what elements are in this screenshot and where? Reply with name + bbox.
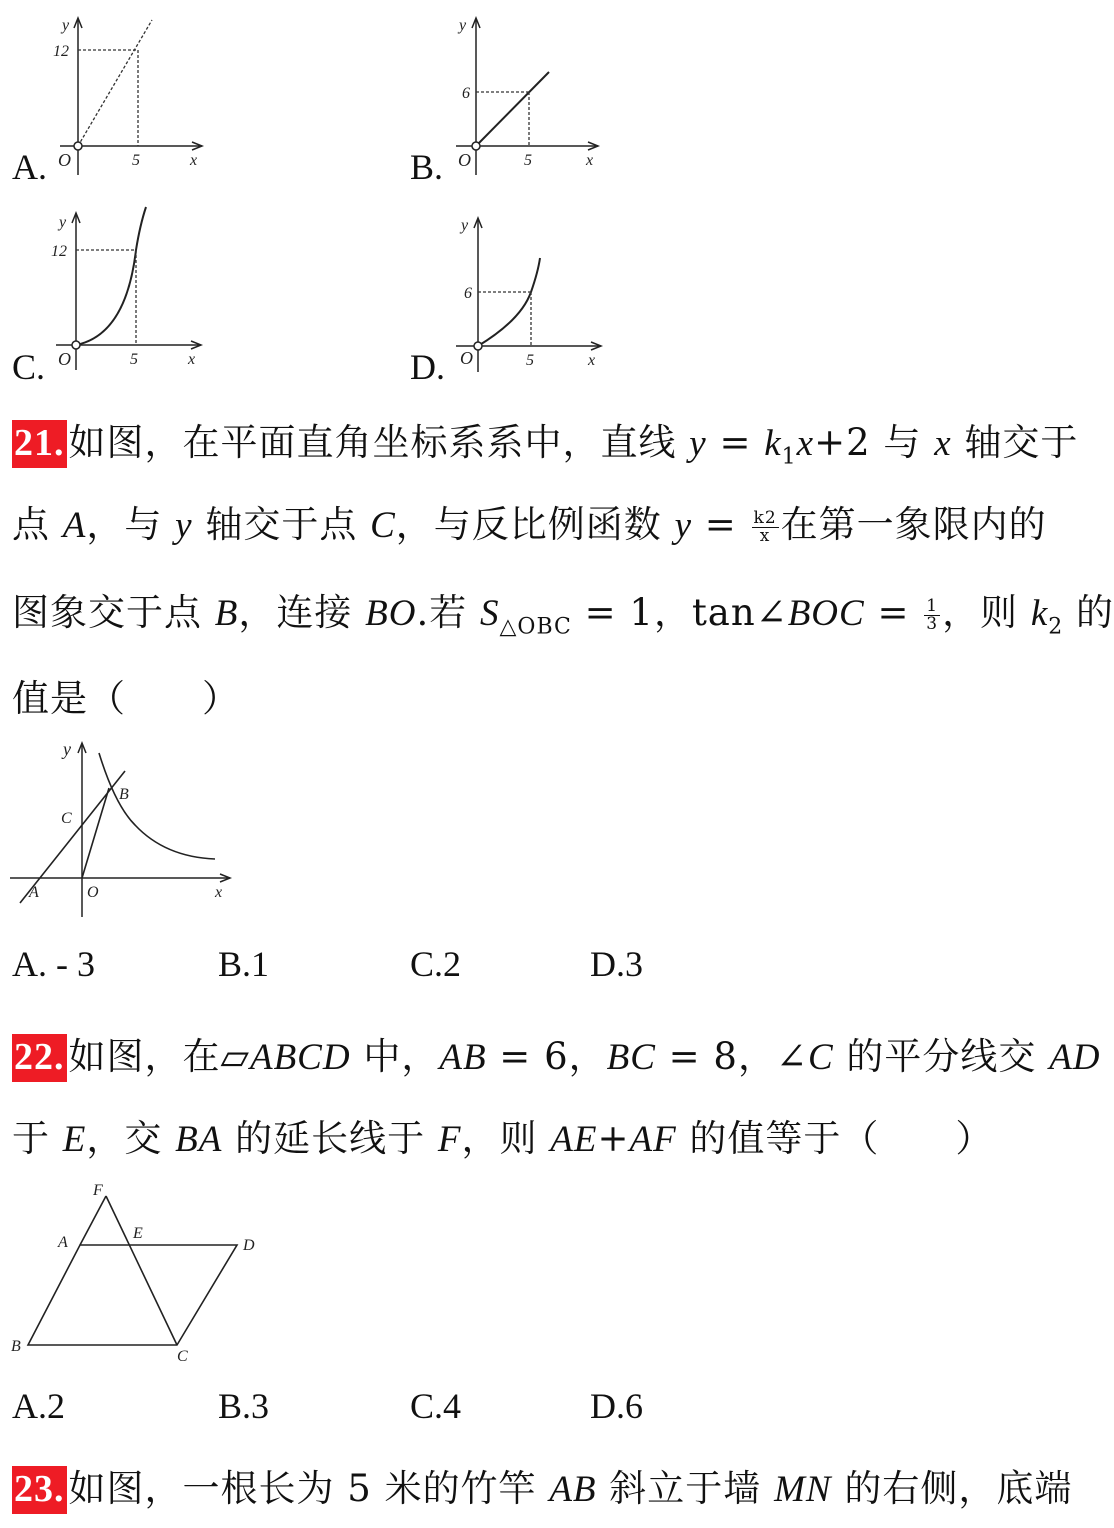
q21-number-badge: 21. — [12, 420, 67, 468]
q21-line-3 — [12, 582, 1114, 639]
var: BOC — [787, 593, 865, 634]
x-axis-label: x — [588, 352, 596, 369]
text: + — [597, 1117, 630, 1160]
text: 在第一象限内的 — [780, 503, 1047, 546]
y-tick-label: 12 — [51, 243, 67, 260]
y-tick-label: 6 — [462, 85, 470, 102]
var: k — [1030, 593, 1049, 634]
text: = — [706, 421, 765, 464]
y-axis-label: y — [461, 217, 469, 234]
denominator: x — [759, 526, 771, 546]
text: 点 — [12, 503, 63, 546]
option-c-graph — [46, 205, 216, 375]
text: 的右侧，底端 — [831, 1467, 1073, 1510]
text: 的 — [1063, 591, 1114, 634]
q22-line-2 — [12, 1108, 993, 1162]
subscript: 1 — [781, 444, 797, 470]
q22-answer-b[interactable]: B.3 — [218, 1386, 270, 1426]
text: ，交 — [86, 1117, 176, 1160]
point-f-label: F — [93, 1182, 103, 1199]
text: 如图，在平面直角坐标系系中，直线 — [68, 421, 690, 464]
text: 于 — [12, 1117, 63, 1160]
text: 的值等于（ ） — [676, 1117, 994, 1160]
q22-line-1 — [12, 1026, 1101, 1080]
fraction-k2-over-x — [752, 510, 779, 545]
point-e-label: E — [133, 1225, 143, 1242]
text: = 8，∠ — [655, 1035, 808, 1078]
var: S — [480, 593, 500, 634]
var: AF — [629, 1119, 677, 1160]
origin-label: O — [458, 150, 471, 170]
option-b-graph — [446, 10, 616, 180]
q21-figure — [5, 735, 245, 925]
var: y — [674, 505, 692, 546]
text: = — [864, 591, 923, 634]
option-d-graph — [446, 210, 616, 380]
x-tick-label: 5 — [132, 152, 140, 169]
q22-answer-d[interactable]: D.6 — [590, 1386, 643, 1426]
origin-label: O — [58, 150, 71, 170]
var: C — [370, 505, 396, 546]
y-axis-label: y — [459, 17, 467, 34]
option-b-letter: B. — [410, 147, 444, 187]
fraction-one-third — [924, 598, 940, 633]
denominator: 3 — [926, 614, 939, 634]
var: BO — [365, 593, 417, 634]
origin-label: O — [460, 348, 473, 368]
q21-line-1 — [12, 412, 1078, 469]
text: .若 — [416, 591, 480, 634]
point-c-label: C — [61, 810, 72, 827]
text: = — [692, 503, 750, 546]
x-axis-label: x — [188, 351, 196, 368]
point-b-label: B — [11, 1338, 21, 1355]
y-axis-label: y — [62, 17, 70, 34]
var: AB — [439, 1037, 487, 1078]
y-tick-label: 6 — [464, 285, 472, 302]
subscript: △OBC — [499, 614, 572, 640]
numerator: k2 — [753, 508, 777, 528]
text: ，则 — [461, 1117, 551, 1160]
y-axis-label: y — [59, 214, 67, 231]
var: BC — [606, 1037, 656, 1078]
var: AE — [550, 1119, 598, 1160]
text: 中， — [350, 1035, 440, 1078]
text: ，则 — [942, 591, 1031, 634]
option-d-letter: D. — [410, 347, 445, 387]
y-tick-label: 12 — [53, 43, 69, 60]
var: y — [689, 423, 707, 464]
text: 如图，一根长为 5 米的竹竿 — [68, 1467, 550, 1510]
point-d-label: D — [243, 1237, 255, 1254]
q21-line-4: 值是（ ） — [12, 677, 240, 720]
q22-answer-a[interactable]: A.2 — [12, 1386, 65, 1426]
x-axis-label: x — [586, 152, 594, 169]
y-axis-label: y — [63, 739, 71, 759]
q21-line-2 — [12, 494, 1047, 548]
var: k — [764, 423, 782, 464]
x-axis-label: x — [190, 152, 198, 169]
option-a-letter: A. — [12, 147, 47, 187]
q21-answer-d[interactable]: D.3 — [590, 944, 643, 984]
subscript: 2 — [1048, 614, 1064, 640]
q21-answer-b[interactable]: B.1 — [218, 944, 270, 984]
text: 轴交于 — [951, 421, 1079, 464]
text: = 1，tan∠ — [571, 591, 788, 634]
var: BA — [175, 1119, 223, 1160]
var: AB — [549, 1469, 597, 1510]
x-tick-label: 5 — [130, 351, 138, 368]
option-c-letter: C. — [12, 347, 46, 387]
var: MN — [774, 1469, 832, 1510]
point-b-label: B — [119, 786, 129, 803]
q22-answer-c[interactable]: C.4 — [410, 1386, 462, 1426]
text: 的延长线于 — [222, 1117, 438, 1160]
q22-number-badge: 22. — [12, 1034, 67, 1082]
text: 如图，在▱ — [68, 1035, 250, 1078]
x-tick-label: 5 — [524, 152, 532, 169]
origin-label: O — [58, 349, 71, 369]
var: E — [62, 1119, 87, 1160]
var: AD — [1049, 1037, 1101, 1078]
q23-line-1 — [12, 1458, 1072, 1512]
var: y — [175, 505, 193, 546]
var: C — [807, 1037, 834, 1078]
var: x — [796, 423, 815, 464]
numerator: 1 — [926, 596, 939, 616]
point-a-label: A — [29, 884, 39, 901]
text: 的平分线交 — [833, 1035, 1050, 1078]
origin-label: O — [87, 884, 99, 901]
point-a-label: A — [58, 1234, 68, 1251]
text: 斜立于墙 — [596, 1467, 775, 1510]
text: +2 与 — [814, 421, 935, 464]
text: ，与反比例函数 — [395, 503, 675, 546]
var: F — [437, 1119, 462, 1160]
q21-answer-a[interactable]: A. - 3 — [12, 944, 95, 984]
q23-number-badge: 23. — [12, 1466, 67, 1514]
text: 图象交于点 — [12, 591, 215, 634]
text: 轴交于点 — [192, 503, 371, 546]
x-tick-label: 5 — [526, 352, 534, 369]
point-c-label: C — [177, 1348, 188, 1365]
var: A — [62, 505, 87, 546]
x-axis-label: x — [215, 884, 223, 901]
text: = 6， — [486, 1035, 607, 1078]
text: ，与 — [86, 503, 176, 546]
q22-figure — [5, 1175, 275, 1370]
text: ，连接 — [238, 591, 366, 634]
option-a-graph — [50, 10, 220, 180]
var: x — [934, 423, 952, 464]
var: B — [214, 593, 239, 634]
var: ABCD — [249, 1037, 351, 1078]
q21-answer-c[interactable]: C.2 — [410, 944, 462, 984]
